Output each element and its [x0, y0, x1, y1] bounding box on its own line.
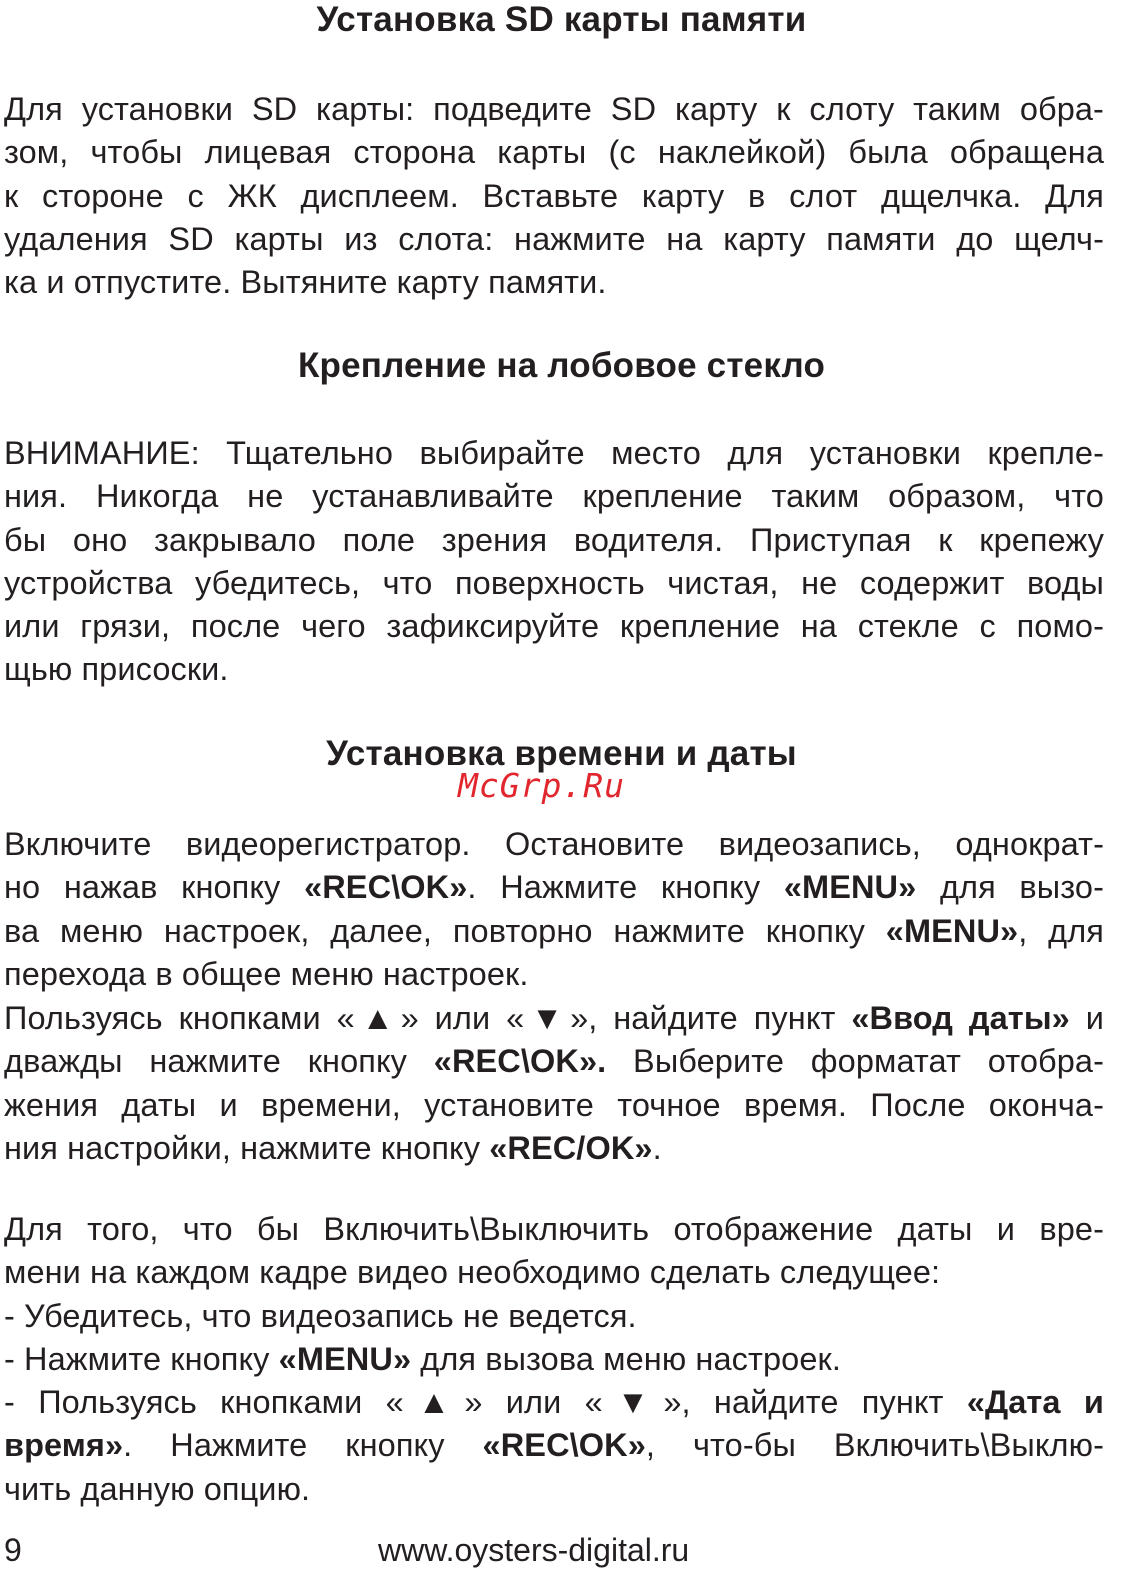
down-arrow-icon: ▼	[524, 1000, 571, 1036]
date-time-item-label: время»	[4, 1427, 124, 1464]
up-arrow-icon: ▲	[354, 1000, 401, 1036]
text-line: ния. Никогда не устанавливайте крепление таким образом, что	[4, 478, 1104, 515]
date-time-item-label: «Дата и	[966, 1384, 1104, 1421]
time-date-paragraph-1	[4, 823, 1104, 996]
text-line: ка и отпустите. Вытяните карту памяти.	[4, 264, 607, 301]
section-title-sd-card: Установка SD карты памяти	[316, 0, 807, 39]
text-line: мени на каждом кадре видео необходимо сделать следущее:	[4, 1254, 941, 1291]
section-title-time-date: Установка времени и даты	[326, 734, 797, 773]
text-line: Для установки SD карты: подведите SD карту к слоту таким обра-	[4, 91, 1104, 127]
text-line: или грязи, после чего зафиксируйте крепление на стекле с помо-	[4, 608, 1104, 645]
text-line: чить данную опцию.	[4, 1470, 311, 1507]
windshield-paragraph	[4, 432, 1104, 692]
page-number: 9	[4, 1532, 22, 1568]
text-line: Включите видеорегистратор. Остановите видеозапись, однократ-	[4, 826, 1104, 862]
menu-button-label: «MENU»	[783, 869, 917, 906]
sd-card-paragraph	[4, 88, 1104, 304]
down-arrow-icon: ▼	[602, 1384, 664, 1421]
text-line: но нажав кнопку «REC\OK». Нажмите кнопку «MENU» для вызо-	[4, 869, 1104, 906]
text-line: дважды нажмите кнопку «REC\OK». Выберите форматат отобра-	[4, 1043, 1104, 1080]
rec-ok-button-label: «REC\OK».	[433, 1043, 607, 1080]
list-item: - Нажмите кнопку «MENU» для вызова меню настроек.	[4, 1340, 841, 1377]
time-date-paragraph-2	[4, 997, 1104, 1170]
text-line: ния настройки, нажмите кнопку «REC/OK».	[4, 1129, 662, 1166]
footer-url: www.oysters-digital.ru	[378, 1532, 690, 1568]
date-input-item-label: «Ввод даты»	[851, 1000, 1070, 1036]
menu-button-label: «MENU»	[885, 912, 1019, 949]
list-item: - Пользуясь кнопками «▲» или «▼», найдите пункт «Дата и	[4, 1384, 1104, 1421]
watermark: McGrp.Ru	[458, 766, 625, 805]
text-line: удаления SD карты из слота: нажмите на карту памяти до щелч-	[4, 220, 1104, 257]
rec-ok-button-label: «REC\OK»	[304, 869, 468, 906]
rec-ok-button-label: «REC/OK»	[489, 1129, 653, 1166]
menu-button-label: «MENU»	[278, 1340, 412, 1377]
text-line: щью присоски.	[4, 651, 229, 688]
up-arrow-icon: ▲	[403, 1384, 465, 1421]
text-line: перехода в общее меню настроек.	[4, 955, 529, 992]
section-title-windshield-mount: Крепление на лобовое стекло	[297, 346, 826, 385]
text-line: ва меню настроек, далее, повторно нажмите кнопку «MENU», для	[4, 912, 1104, 949]
time-date-paragraph-3	[4, 1208, 1104, 1511]
rec-ok-button-label: «REC\OK»	[482, 1427, 646, 1464]
text-line: устройства убедитесь, что поверхность чистая, не содержит воды	[4, 564, 1104, 601]
text-line: время». Нажмите кнопку «REC\OK», что-бы Включить\Выклю-	[4, 1427, 1104, 1464]
text-line: жения даты и времени, установите точное время. После оконча-	[4, 1086, 1104, 1123]
text-line: Для того, что бы Включить\Выключить отображение даты и вре-	[4, 1211, 1104, 1247]
text-line: Пользуясь кнопками «▲» или «▼», найдите пункт «Ввод даты» и	[4, 1000, 1104, 1036]
list-item: - Убедитесь, что видеозапись не ведется.	[4, 1297, 637, 1334]
text-line: ВНИМАНИЕ: Тщательно выбирайте место для установки крепле-	[4, 435, 1104, 471]
text-line: к стороне с ЖК дисплеем. Вставьте карту в слот дщелчка. Для	[4, 177, 1104, 214]
text-line: зом, чтобы лицевая сторона карты (с наклейкой) была обращена	[4, 134, 1104, 171]
text-line: бы оно закрывало поле зрения водителя. Приступая к крепежу	[4, 521, 1104, 558]
